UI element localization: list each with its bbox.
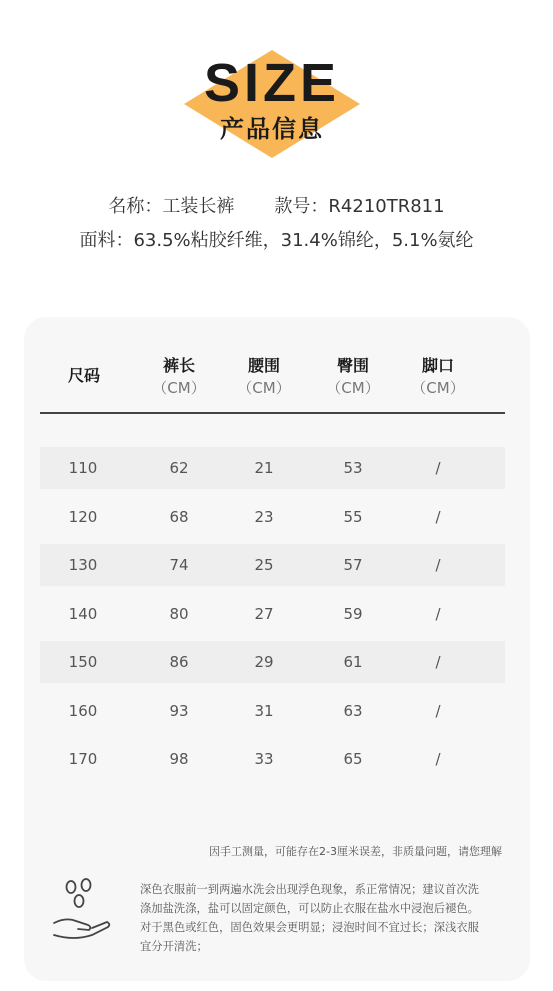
fabric-value: 63.5%粘胶纤维，31.4%锦纶，5.1%氨纶 <box>133 230 474 251</box>
product-name-value: 工装长裤 <box>162 196 235 217</box>
size-logo-word: SIZE <box>203 53 341 113</box>
table-row: 150 86 29 61 / <box>40 641 505 683</box>
style-number-value: R4210TR811 <box>328 196 445 217</box>
hand-water-drops-icon <box>52 877 112 947</box>
measurement-note: 因手工测量，可能存在2-3厘米误差，非质量问题，请您理解 <box>209 845 502 858</box>
table-row: 120 68 23 55 / <box>68 508 441 526</box>
washing-line: 涤加盐洗涤，盐可以固定颜色，可以防止衣服在盐水中浸泡后褪色。 <box>140 902 479 915</box>
fabric-label: 面料： <box>79 230 134 251</box>
washing-line: 深色衣服前一到两遍水洗会出现浮色现象，系正常情况；建议首次洗 <box>140 883 479 896</box>
column-header-waist: 腰围 （CM） <box>237 356 291 397</box>
product-name-label: 名称： <box>108 196 163 217</box>
column-header-hem: 脚口 （CM） <box>411 356 465 397</box>
table-row: 170 98 33 65 / <box>68 750 441 768</box>
size-logo <box>182 48 362 160</box>
column-header-size: 尺码 <box>67 366 100 385</box>
size-chart-card <box>24 317 530 981</box>
washing-instructions <box>140 880 504 956</box>
size-logo-subtitle: 产品信息 <box>220 115 324 143</box>
table-row: 130 74 25 57 / <box>40 544 505 586</box>
product-info-line-2 <box>0 229 553 253</box>
style-number-label: 款号： <box>274 196 329 217</box>
column-header-hip: 臀围 （CM） <box>326 356 380 397</box>
product-info-line-1 <box>0 195 553 219</box>
table-row: 110 62 21 53 / <box>40 447 505 489</box>
table-row: 160 93 31 63 / <box>68 702 441 720</box>
header-divider <box>40 412 505 414</box>
column-header-length: 裤长 （CM） <box>152 356 206 397</box>
washing-line: 宜分开清洗； <box>140 940 208 953</box>
table-row: 140 80 27 59 / <box>68 605 441 623</box>
washing-line: 对于黑色或红色，固色效果会更明显；浸泡时间不宜过长；深浅衣服 <box>140 921 479 934</box>
